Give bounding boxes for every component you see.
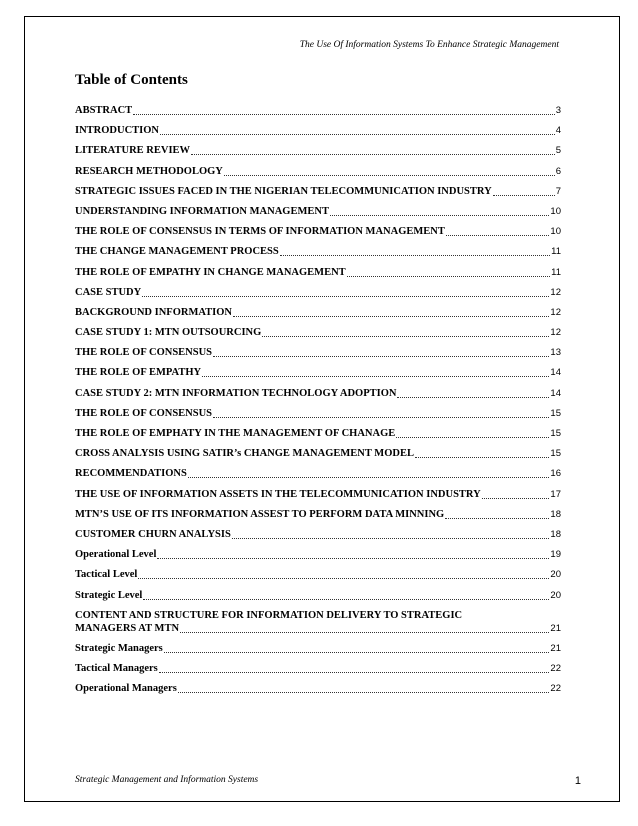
toc-entry-title: INTRODUCTION xyxy=(75,125,160,137)
toc-entry[interactable] xyxy=(75,266,561,279)
toc-entry-page: 21 xyxy=(550,642,561,654)
toc-entry-page: 16 xyxy=(550,468,561,480)
toc-entry-page: 10 xyxy=(550,226,561,238)
dot-leader xyxy=(233,315,549,317)
toc-list xyxy=(75,104,561,702)
toc-entry-title: THE ROLE OF EMPATHY xyxy=(75,367,202,379)
toc-entry-title: THE ROLE OF CONSENSUS xyxy=(75,347,213,359)
toc-entry-title: Tactical Level xyxy=(75,569,138,581)
dot-leader xyxy=(213,416,549,418)
toc-entry-page: 12 xyxy=(550,306,561,318)
dot-leader xyxy=(232,537,550,539)
toc-entry-page: 18 xyxy=(550,528,561,540)
toc-entry[interactable] xyxy=(75,245,561,258)
dot-leader xyxy=(159,671,550,673)
toc-entry[interactable] xyxy=(75,387,561,400)
toc-entry[interactable] xyxy=(75,589,561,602)
dot-leader xyxy=(482,497,550,499)
dot-leader xyxy=(160,133,555,135)
toc-entry[interactable] xyxy=(75,104,561,117)
toc-entry-title: MTN’S USE OF ITS INFORMATION ASSEST TO PERFORM DATA MINNING xyxy=(75,508,445,520)
toc-entry-page: 11 xyxy=(551,266,561,278)
toc-entry-title: Operational Managers xyxy=(75,683,177,695)
dot-leader xyxy=(180,631,549,633)
toc-entry-title: THE CHANGE MANAGEMENT PROCESS xyxy=(75,246,279,258)
toc-entry[interactable] xyxy=(75,306,561,319)
toc-entry[interactable] xyxy=(75,366,561,379)
dot-leader xyxy=(178,691,550,693)
toc-entry-title: THE ROLE OF CONSENSUS IN TERMS OF INFORMATION MANAGEMENT xyxy=(75,226,445,238)
page-number: 1 xyxy=(574,775,581,787)
dot-leader xyxy=(330,214,549,216)
toc-entry[interactable] xyxy=(75,467,561,480)
toc-entry-title: RESEARCH METHODOLOGY xyxy=(75,165,223,177)
toc-entry-title: CASE STUDY xyxy=(75,286,142,298)
toc-entry-page: 13 xyxy=(550,347,561,359)
dot-leader xyxy=(133,113,555,115)
toc-entry-title: Tactical Managers xyxy=(75,663,158,675)
dot-leader xyxy=(397,396,549,398)
dot-leader xyxy=(493,194,555,196)
toc-entry-page: 15 xyxy=(550,407,561,419)
footer-text: Strategic Management and Information Systems xyxy=(75,775,259,785)
dot-leader xyxy=(213,355,549,357)
toc-entry[interactable] xyxy=(75,326,561,339)
dot-leader xyxy=(262,335,549,337)
toc-entry-title: CONTENT AND STRUCTURE FOR INFORMATION DELIVERY TO STRATEGIC xyxy=(75,609,463,621)
toc-entry-page: 12 xyxy=(550,286,561,298)
toc-entry[interactable] xyxy=(75,488,561,501)
toc-entry[interactable] xyxy=(75,165,561,178)
toc-entry-title: Strategic Managers xyxy=(75,642,163,654)
dot-leader xyxy=(280,254,550,256)
dot-leader xyxy=(164,651,550,653)
toc-entry-page: 22 xyxy=(550,683,561,695)
toc-entry-title: ABSTRACT xyxy=(75,105,133,116)
toc-entry-page: 6 xyxy=(555,165,561,177)
toc-entry-title: STRATEGIC ISSUES FACED IN THE NIGERIAN TELECOMMUNICATION INDUSTRY xyxy=(75,185,492,197)
toc-entry-title: THE ROLE OF CONSENSUS xyxy=(75,407,213,419)
toc-entry[interactable] xyxy=(75,144,561,157)
document-page xyxy=(24,16,620,802)
dot-leader xyxy=(138,577,549,579)
toc-entry-page: 4 xyxy=(555,125,561,137)
toc-entry-page: 21 xyxy=(550,622,561,634)
dot-leader xyxy=(142,295,549,297)
dot-leader xyxy=(347,275,550,277)
dot-leader xyxy=(202,375,549,377)
toc-entry-page: 3 xyxy=(555,105,561,116)
toc-entry-title: RECOMMENDATIONS xyxy=(75,468,187,480)
toc-entry[interactable] xyxy=(75,609,561,635)
toc-entry-page: 22 xyxy=(550,663,561,675)
toc-entry-page: 11 xyxy=(551,246,561,258)
toc-entry-page: 18 xyxy=(550,508,561,520)
toc-entry-title: CASE STUDY 1: MTN OUTSOURCING xyxy=(75,327,262,339)
toc-title: Table of Contents xyxy=(75,72,188,88)
toc-entry-page: 15 xyxy=(550,428,561,439)
toc-entry-page: 7 xyxy=(555,185,561,197)
dot-leader xyxy=(396,436,549,438)
toc-entry-page: 20 xyxy=(550,589,561,601)
toc-entry-title: CASE STUDY 2: MTN INFORMATION TECHNOLOGY ADOPTION xyxy=(75,387,397,399)
toc-entry[interactable] xyxy=(75,528,561,541)
toc-entry-page: 15 xyxy=(550,448,561,460)
toc-entry-title: LITERATURE REVIEW xyxy=(75,145,191,157)
toc-entry[interactable] xyxy=(75,682,561,695)
toc-entry-title-continued: MANAGERS AT MTN xyxy=(75,622,180,634)
dot-leader xyxy=(446,234,550,236)
toc-entry-title: UNDERSTANDING INFORMATION MANAGEMENT xyxy=(75,205,329,217)
toc-entry-title: BACKGROUND INFORMATION xyxy=(75,306,233,318)
toc-entry-title: THE ROLE OF EMPATHY IN CHANGE MANAGEMENT xyxy=(75,266,346,278)
toc-entry-page: 14 xyxy=(550,367,561,379)
toc-entry[interactable] xyxy=(75,508,561,521)
toc-entry[interactable] xyxy=(75,185,561,198)
toc-entry[interactable] xyxy=(75,568,561,581)
dot-leader xyxy=(415,456,549,458)
toc-entry[interactable] xyxy=(75,427,561,440)
toc-entry-page: 17 xyxy=(550,488,561,500)
toc-entry[interactable] xyxy=(75,346,561,359)
toc-entry-page: 12 xyxy=(550,327,561,339)
toc-entry-page: 14 xyxy=(550,387,561,399)
toc-entry[interactable] xyxy=(75,225,561,238)
toc-entry-page: 19 xyxy=(550,549,561,561)
toc-entry-title: THE USE OF INFORMATION ASSETS IN THE TELECOMMUNICATION INDUSTRY xyxy=(75,488,481,500)
dot-leader xyxy=(191,153,555,155)
toc-entry[interactable] xyxy=(75,205,561,218)
toc-entry-page: 20 xyxy=(550,569,561,581)
dot-leader xyxy=(445,517,549,519)
toc-entry[interactable] xyxy=(75,407,561,420)
toc-entry[interactable] xyxy=(75,642,561,655)
toc-entry[interactable] xyxy=(75,124,561,137)
page-footer xyxy=(75,775,581,787)
toc-entry-title: Operational Level xyxy=(75,549,157,561)
running-header: The Use Of Information Systems To Enhance Strategic Management xyxy=(299,40,559,50)
toc-entry-page: 5 xyxy=(555,145,561,157)
toc-entry-title: Strategic Level xyxy=(75,589,143,601)
toc-entry-title: CROSS ANALYSIS USING SATIR’s CHANGE MANAGEMENT MODEL xyxy=(75,448,414,460)
dot-leader xyxy=(157,557,549,559)
toc-entry[interactable] xyxy=(75,447,561,460)
toc-entry-title: CUSTOMER CHURN ANALYSIS xyxy=(75,528,231,540)
dot-leader xyxy=(188,476,550,478)
toc-entry[interactable] xyxy=(75,662,561,675)
dot-leader xyxy=(143,598,549,600)
toc-entry-page: 10 xyxy=(550,205,561,217)
toc-entry[interactable] xyxy=(75,548,561,561)
toc-entry-title: THE ROLE OF EMPHATY IN THE MANAGEMENT OF CHANAGE xyxy=(75,428,396,439)
toc-entry[interactable] xyxy=(75,286,561,299)
dot-leader xyxy=(224,174,555,176)
